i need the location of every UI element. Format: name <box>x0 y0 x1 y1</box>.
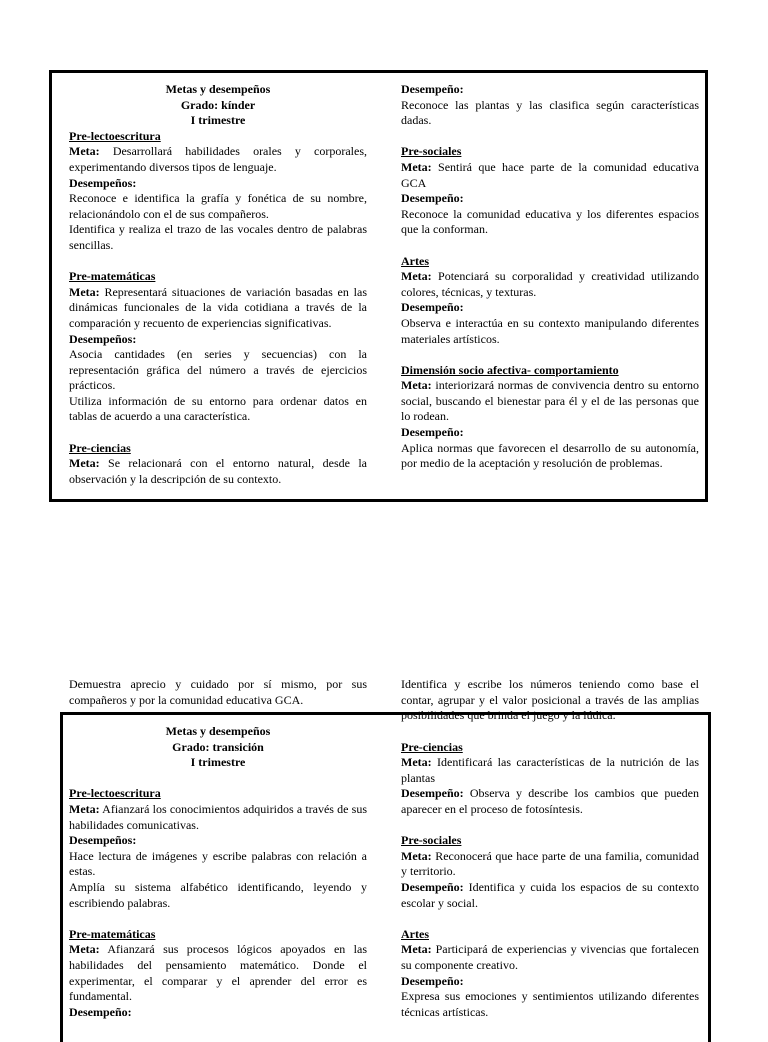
section-title-sociales: Pre-sociales <box>401 833 462 848</box>
section-title-sociales: Pre-sociales <box>401 144 462 159</box>
desempeno-text: Identifica y cuida los espacios de su contexto escolar y social. <box>401 879 700 910</box>
meta-text: Identificará las características de la nutrición de las plantas <box>401 755 700 785</box>
meta-text: Se relacionará con el entorno natural, desde la observación y la descripción de su contexto. <box>69 456 367 486</box>
meta-text: Afianzará los conocimientos adquiridos a través de sus habilidades comunicativas. <box>69 801 367 832</box>
section-title-ciencias: Pre-ciencias <box>69 440 131 455</box>
desempeno-text: Asocia cantidades (en series y secuencias) con la representación gráfica del número a través de ejercicios prácticos. <box>69 347 367 393</box>
meta-text: Desarrollará habilidades orales y corporales, experimentando diversos tipos de lenguaje. <box>69 144 367 174</box>
overflow-paragraph: Identifica y escribe los números teniendo como base el contar, agrupar y el valor posicional a través de las amplias posibilidades que brinda el juego y la lúdica. <box>401 677 699 723</box>
meta-text: interiorizará normas de convivencia dentro su entorno social, buscando el bienestar para él y el de las personas que lo rodean. <box>401 378 699 424</box>
section-title-artes: Artes <box>401 926 429 941</box>
meta-paragraph <box>401 378 699 425</box>
section-title-lectoescritura: Pre-lectoescritura <box>69 786 161 801</box>
desempeno-text: Observa y describe los cambios que pueden aparecer en el proceso de fotosíntesis. <box>401 786 700 816</box>
meta-label: Meta: <box>69 284 100 299</box>
heading-title: Metas y desempeños <box>165 82 271 96</box>
desempeno-label: Desempeño: <box>401 300 464 315</box>
desempeno-paragraph <box>401 880 699 911</box>
meta-label: Meta: <box>401 269 432 284</box>
section-title-ciencias: Pre-ciencias <box>401 739 463 754</box>
desempeno-text: Identifica y realiza el trazo de las vocales dentro de palabras sencillas. <box>69 222 367 252</box>
overflow-text-right <box>401 677 699 723</box>
desempeno-text: Reconoce e identifica la grafía y fonética de su nombre, relacionándolo con el de sus compañeros. <box>69 191 367 221</box>
desempeno-label: Desempeño: <box>401 879 464 894</box>
meta-label: Meta: <box>69 942 100 957</box>
page-2-left-column <box>69 724 367 1024</box>
desempenos-label: Desempeños: <box>69 175 137 190</box>
desempeno-label: Desempeño: <box>401 786 464 801</box>
page-2-right-column <box>401 724 699 1024</box>
meta-paragraph <box>69 942 367 1004</box>
section-title-matematicas: Pre-matemáticas <box>69 269 156 284</box>
meta-paragraph <box>69 802 367 833</box>
meta-label: Meta: <box>401 378 432 393</box>
meta-label: Meta: <box>69 801 100 816</box>
heading-term: I trimestre <box>190 755 246 770</box>
overflow-text-left <box>69 677 367 710</box>
overflow-paragraph: Demuestra aprecio y cuidado por sí mismo, por sus compañeros y por la comunidad educativa GCA. <box>69 677 367 707</box>
meta-text: Potenciará su corporalidad y creatividad utilizando colores, técnicas, y texturas. <box>401 269 700 299</box>
page-1-right-column <box>401 82 699 500</box>
desempeno-text: Expresa sus emociones y sentimientos utilizando diferentes técnicas artísticas. <box>401 989 699 1019</box>
desempeno-text: Observa e interactúa en su contexto manipulando diferentes materiales artísticos. <box>401 315 699 346</box>
meta-paragraph <box>401 755 699 786</box>
page-1-left-column <box>69 82 367 500</box>
desempeno-label: Desempeño: <box>401 191 464 206</box>
meta-text: Reconocerá que hace parte de una familia, comunidad y territorio. <box>401 848 700 879</box>
desempeno-label: Desempeño: <box>69 1004 132 1019</box>
desempeno-text: Reconoce la comunidad educativa y los diferentes espacios que la conforman. <box>401 206 699 237</box>
section-title-socio-afectiva: Dimensión socio afectiva- comportamiento <box>401 362 619 377</box>
section-title-lectoescritura: Pre-lectoescritura <box>69 128 161 143</box>
meta-label: Meta: <box>401 755 432 770</box>
desempeno-label: Desempeño: <box>401 973 464 988</box>
desempeno-text: Hace lectura de imágenes y escribe palabras con relación a estas. <box>69 848 367 879</box>
meta-label: Meta: <box>401 848 432 863</box>
meta-text: Afianzará sus procesos lógicos apoyados en las habilidades del pensamiento matemático. Donde el experimentar, el comparar y el aprender del error es fundamental. <box>69 942 367 1004</box>
desempeno-label: Desempeño: <box>401 425 464 440</box>
desempeno-text: Reconoce las plantas y las clasifica según características dadas. <box>401 97 699 128</box>
meta-text: Sentirá que hace parte de la comunidad educativa GCA <box>401 159 700 190</box>
desempeno-text: Aplica normas que favorecen el desarrollo de su autonomía, por medio de la aceptación y resolución de problemas. <box>401 440 699 471</box>
meta-text: Representará situaciones de variación basadas en las dinámicas funcionales de la vida cotidiana a través de la comparación y recuento de experiencias significativas. <box>69 284 367 330</box>
section-title-matematicas: Pre-matemáticas <box>69 926 156 941</box>
desempeno-paragraph <box>401 786 699 817</box>
heading-grade: Grado: transición <box>172 739 264 754</box>
meta-text: Participará de experiencias y vivencias que fortalecen su componente creativo. <box>401 942 700 972</box>
heading-grade: Grado: kínder <box>180 97 256 112</box>
meta-label: Meta: <box>69 456 100 471</box>
desempeno-text: Amplía su sistema alfabético identificando, leyendo y escribiendo palabras. <box>69 879 367 910</box>
meta-paragraph <box>401 942 699 973</box>
section-title-artes: Artes <box>401 253 429 268</box>
heading-term: I trimestre <box>190 113 246 128</box>
heading-title: Metas y desempeños <box>165 724 271 738</box>
meta-paragraph <box>401 849 699 880</box>
meta-label: Meta: <box>401 942 432 957</box>
desempeno-text: Utiliza información de su entorno para ordenar datos en tablas de acuerdo a una característica. <box>69 393 367 424</box>
desempenos-label: Desempeños: <box>69 331 137 346</box>
meta-paragraph <box>69 285 367 332</box>
meta-paragraph <box>69 144 367 175</box>
desempeno-label: Desempeño: <box>401 82 464 96</box>
desempenos-label: Desempeños: <box>69 833 137 848</box>
meta-paragraph <box>401 269 699 300</box>
meta-paragraph <box>401 160 699 191</box>
meta-label: Meta: <box>69 144 100 159</box>
meta-label: Meta: <box>401 159 432 174</box>
meta-paragraph <box>69 456 367 487</box>
